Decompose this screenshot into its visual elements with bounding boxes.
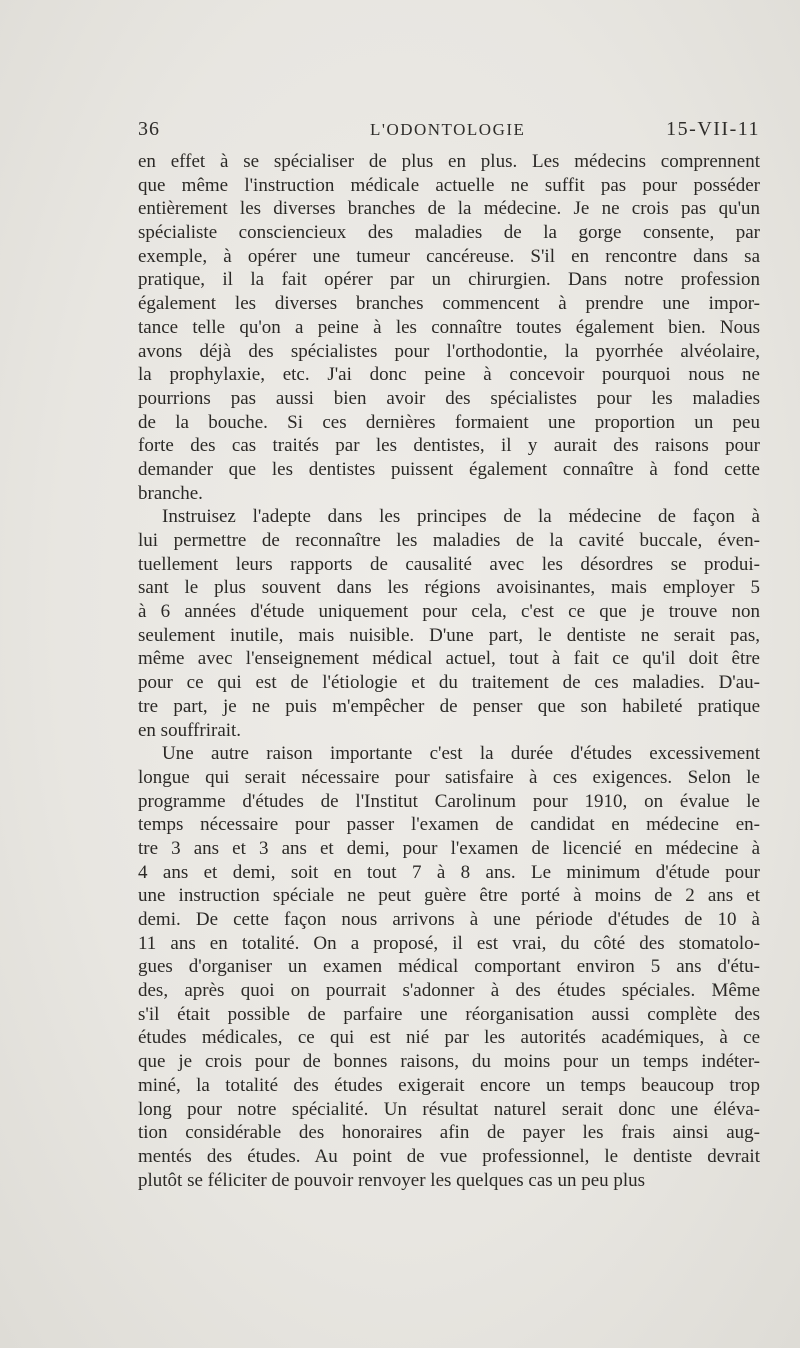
paragraph xyxy=(138,505,760,742)
text-line: que je crois pour de bonnes raisons, du moins pour un temps indéter- xyxy=(138,1051,760,1073)
text-line: études médicales, ce qui est nié par les autorités académiques, à ce xyxy=(138,1027,760,1049)
text-line: la prophylaxie, etc. J'ai donc peine à concevoir pourquoi nous ne xyxy=(138,364,760,386)
text-line: tion considérable des honoraires afin de payer les frais ainsi aug- xyxy=(138,1122,760,1144)
text-line: mentés des études. Au point de vue professionnel, le dentiste devrait xyxy=(138,1145,760,1167)
text-line: avons déjà des spécialistes pour l'orthodontie, la pyorrhée alvéolaire, xyxy=(138,340,760,362)
text-line: demi. De cette façon nous arrivons à une période d'études de 10 à xyxy=(138,909,760,930)
page-number: 36 xyxy=(138,118,160,140)
text-line: pour ce qui est de l'étiologie et du traitement de ces maladies. D'au- xyxy=(138,672,760,694)
text-line: que même l'instruction médicale actuelle ne suffit pas pour posséder xyxy=(138,174,760,196)
text-line: tance telle qu'on a peine à les connaître toutes également bien. Nous xyxy=(138,316,760,338)
text-line: s'il était possible de parfaire une réorganisation aussi complète des xyxy=(138,1003,760,1025)
paragraph xyxy=(138,150,760,505)
text-line: pourrions pas aussi bien avoir des spécialistes pour les maladies xyxy=(138,387,760,409)
text-line: en souffrirait. xyxy=(138,719,242,741)
text-line: même avec l'enseignement médical actuel, tout à fait ce qu'il doit être xyxy=(138,648,760,670)
body-text xyxy=(138,150,760,1192)
issue-date: 15-VII-11 xyxy=(666,118,760,140)
text-line: longue qui serait nécessaire pour satisfaire à ces exigences. Selon le xyxy=(138,766,760,788)
text-line: une instruction spéciale ne peut guère être porté à moins de 2 ans et xyxy=(138,885,760,907)
text-line: à 6 années d'étude uniquement pour cela, c'est ce que je trouve non xyxy=(138,601,760,623)
text-line: miné, la totalité des études exigerait encore un temps beaucoup trop xyxy=(138,1074,760,1096)
text-line: seulement inutile, mais nuisible. D'une part, le dentiste ne serait pas, xyxy=(138,624,760,646)
text-line: branche. xyxy=(138,482,203,504)
text-line: tuellement leurs rapports de causalité avec les désordres se produi- xyxy=(138,553,760,575)
text-line: plutôt se féliciter de pouvoir renvoyer les quelques cas un peu plus xyxy=(138,1169,646,1191)
text-line: lui permettre de reconnaître les maladies de la cavité buccale, éven- xyxy=(138,530,760,551)
text-line: long pour notre spécialité. Un résultat naturel serait donc une éléva- xyxy=(138,1098,760,1120)
text-line: 11 ans en totalité. On a proposé, il est vrai, du côté des stomatolo- xyxy=(138,932,760,954)
text-line: forte des cas traités par les dentistes, il y aurait des raisons pour xyxy=(138,435,760,457)
text-line: tre part, je ne puis m'empêcher de penser que son habileté pratique xyxy=(138,695,760,717)
text-line: demander que les dentistes puissent également connaître à fond cette xyxy=(138,458,760,480)
text-line: gues d'organiser un examen médical comportant environ 5 ans d'étu- xyxy=(138,956,760,978)
running-header xyxy=(138,118,760,144)
journal-title: L'ODONTOLOGIE xyxy=(370,120,526,139)
text-line: pratique, il la fait opérer par un chirurgien. Dans notre profession xyxy=(138,269,760,291)
text-line: également les diverses branches commencent à prendre une impor- xyxy=(138,293,760,315)
text-line: entièrement les diverses branches de la médecine. Je ne crois pas qu'un xyxy=(138,198,760,220)
text-line: des, après quoi on pourrait s'adonner à des études spéciales. Même xyxy=(138,980,760,1002)
text-line: programme d'études de l'Institut Carolinum pour 1910, on évalue le xyxy=(138,790,760,812)
text-line: sant le plus souvent dans les régions avoisinantes, mais employer 5 xyxy=(138,577,760,599)
text-line: Instruisez l'adepte dans les principes de la médecine de façon à xyxy=(162,506,760,528)
text-line: spécialiste consciencieux des maladies de la gorge consente, par xyxy=(138,222,760,244)
text-line: Une autre raison importante c'est la durée d'études excessivement xyxy=(162,743,760,765)
text-line: de la bouche. Si ces dernières formaient une proportion un peu xyxy=(138,411,760,433)
paragraph xyxy=(138,742,760,1192)
text-line: temps nécessaire pour passer l'examen de candidat en médecine en- xyxy=(138,814,760,836)
text-line: tre 3 ans et 3 ans et demi, pour l'examen de licencié en médecine à xyxy=(138,837,760,859)
text-line: exemple, à opérer une tumeur cancéreuse. S'il en rencontre dans sa xyxy=(138,245,760,267)
text-line: 4 ans et demi, soit en tout 7 à 8 ans. Le minimum d'étude pour xyxy=(138,861,760,883)
text-line: en effet à se spécialiser de plus en plus. Les médecins comprennent xyxy=(138,151,760,172)
